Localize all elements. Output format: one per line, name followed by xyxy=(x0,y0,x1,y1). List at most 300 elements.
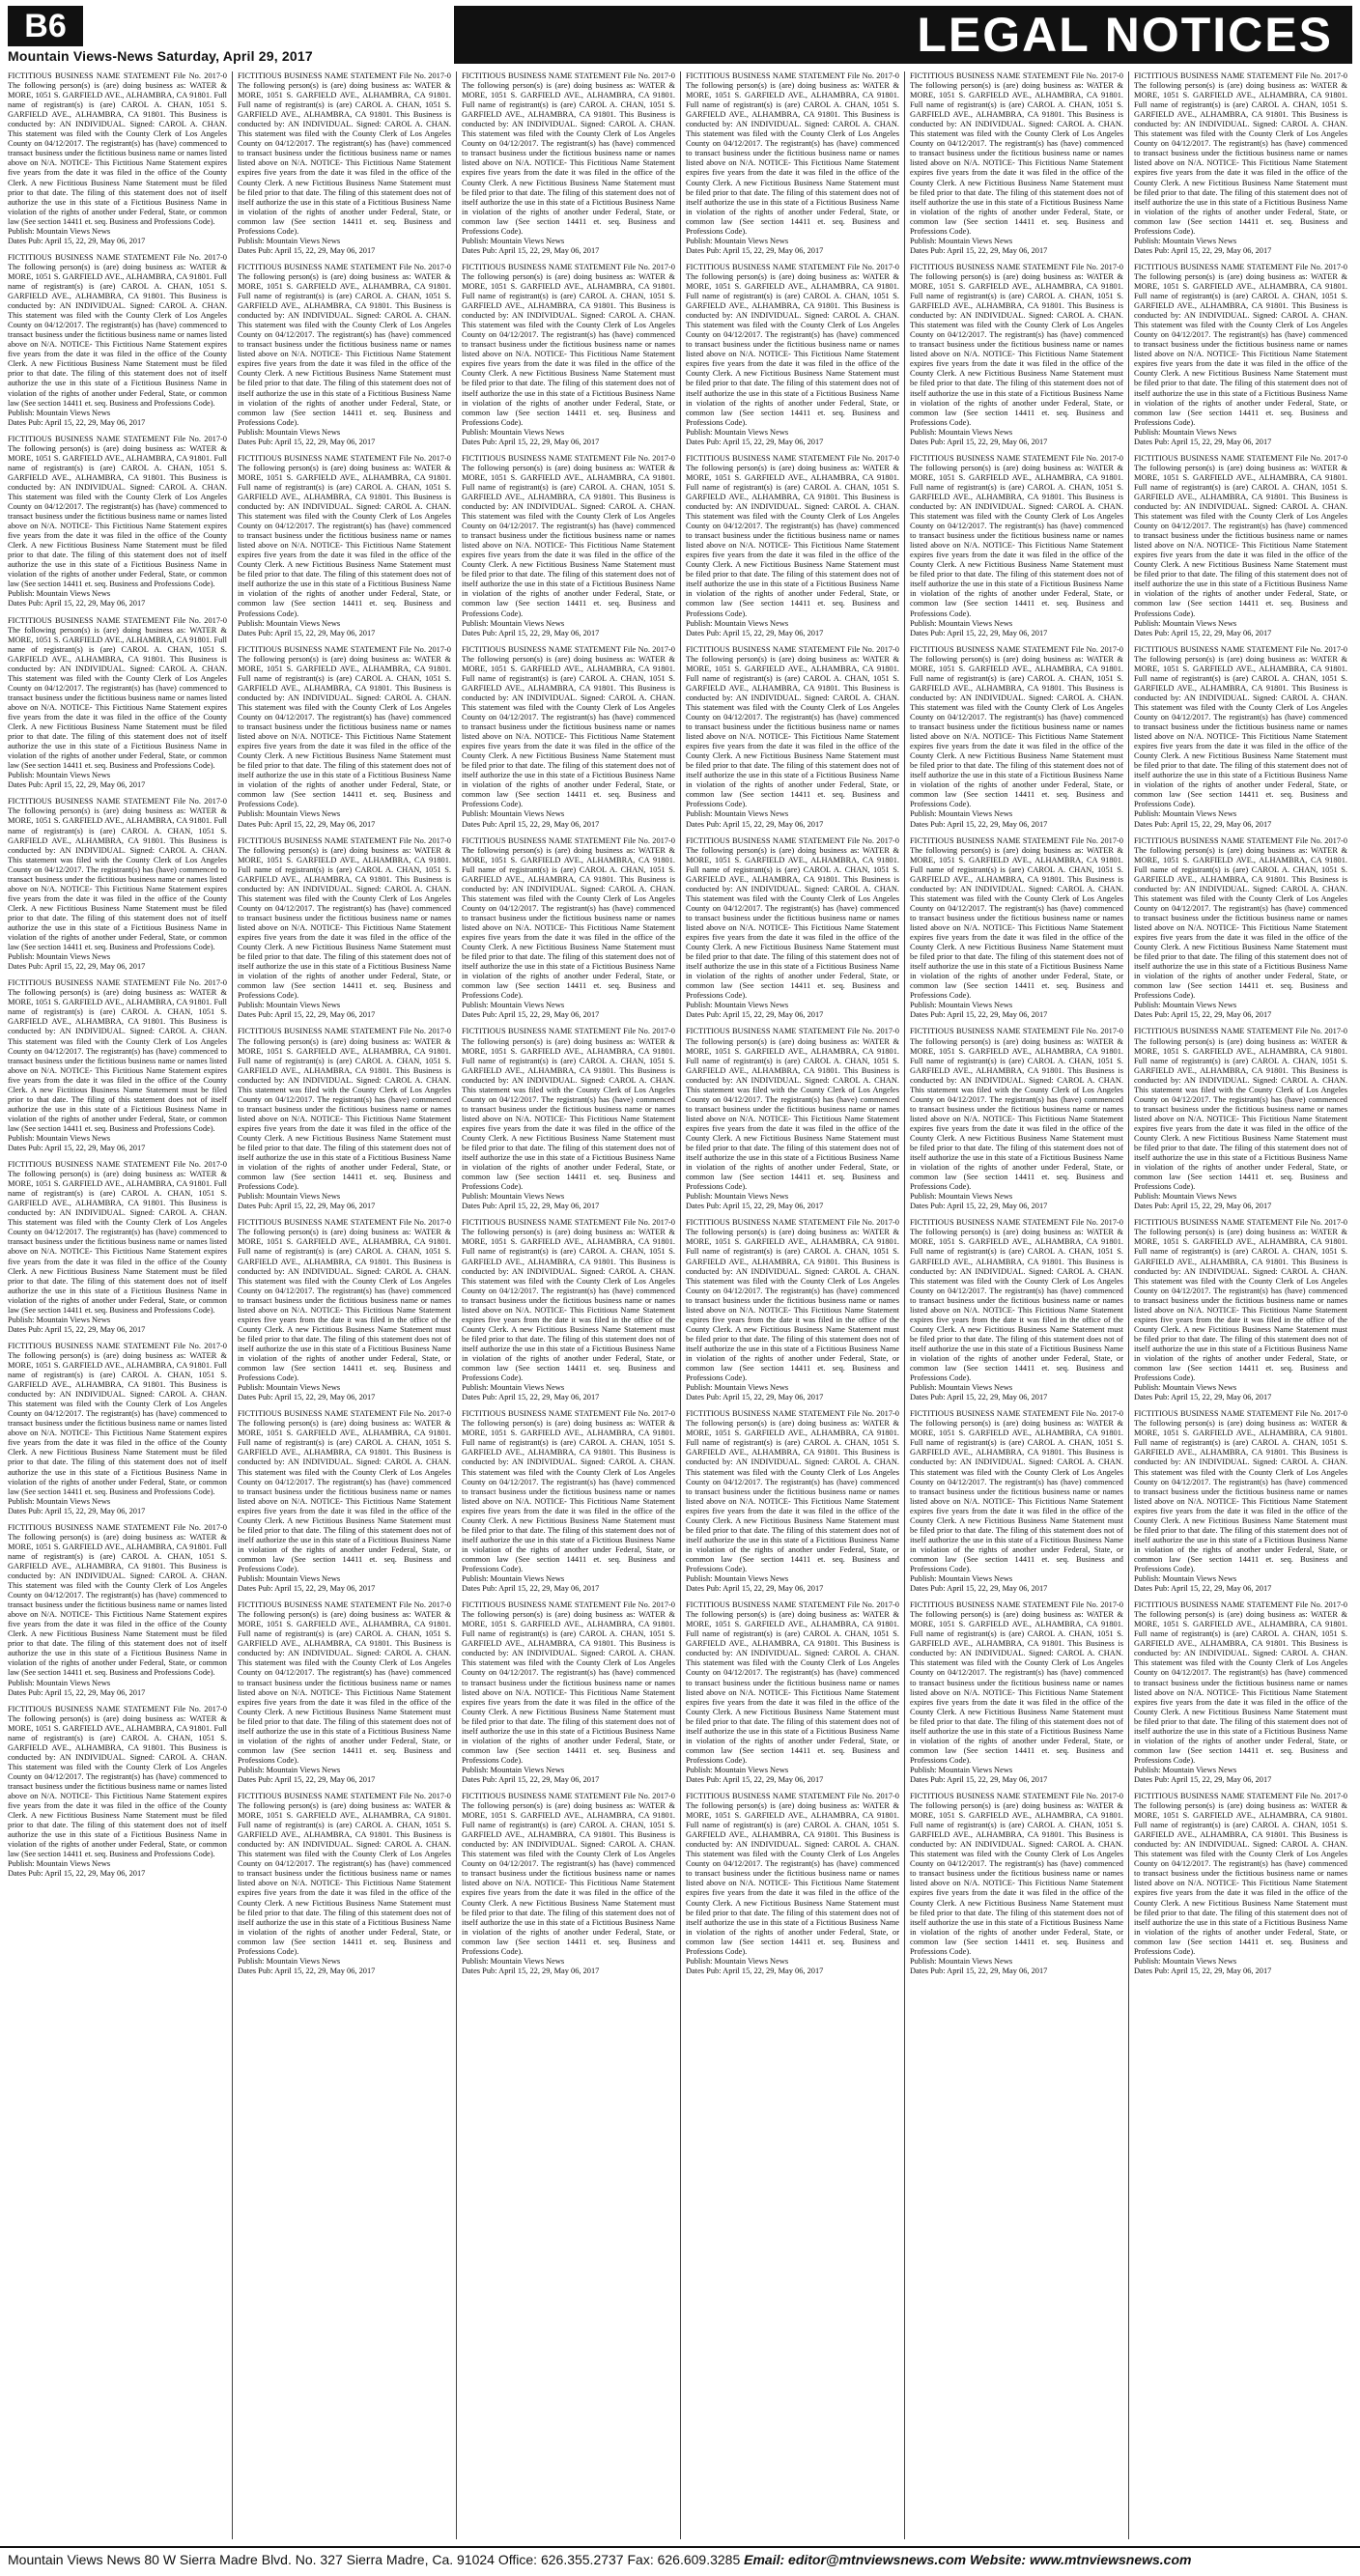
notice-dates: Dates Pub: April 15, 22, 29, May 06, 2017 xyxy=(238,245,376,255)
notice-publication: Publish: Mountain Views News xyxy=(686,427,789,437)
legal-notice xyxy=(462,1218,675,1402)
notice-publication: Publish: Mountain Views News xyxy=(686,1956,789,1966)
notice-dates: Dates Pub: April 15, 22, 29, May 06, 2017 xyxy=(1134,437,1272,446)
notice-heading: FICTITIOUS BUSINESS NAME STATEMENT File No. 2017-0 xyxy=(462,1218,675,1228)
notice-body: The following person(s) is (are) doing business as: WATER & MORE, 1051 S. GARFIELD AVE., ALHAMBRA, CA 91801. Full name of registrant(s) is (are) CAROL A. CHAN, 1051 S. GARFIELD AVE., ALHAMBRA, CA 91801. This Business is conducted by: AN INDIVIDUAL. Signed: CAROL A. CHAN. This statement was filed with the County Clerk of Los Angeles County on 04/12/2017. The registrant(s) has (have) commenced to transact business under the fictitious business name or names listed above on N/A. NOTICE- This Fictitious Name Statement expires five years from the date it was filed in the office of the County Clerk. A new Fictitious Business Name Statement must be filed prior to that date. The filing of this statement does not of itself authorize the use in this state of a Fictitious Business Name in violation of the rights of another under Federal, State, or common law (See section 14411 et. seq. Business and Professions Code). xyxy=(1134,845,1347,1001)
notice-body: The following person(s) is (are) doing business as: WATER & MORE, 1051 S. GARFIELD AVE., ALHAMBRA, CA 91801. Full name of registrant(s) is (are) CAROL A. CHAN, 1051 S. GARFIELD AVE., ALHAMBRA, CA 91801. This Business is conducted by: AN INDIVIDUAL. Signed: CAROL A. CHAN. This statement was filed with the County Clerk of Los Angeles County on 04/12/2017. The registrant(s) has (have) commenced to transact business under the fictitious business name or names listed above on N/A. NOTICE- This Fictitious Name Statement expires five years from the date it was filed in the office of the County Clerk. A new Fictitious Business Name Statement must be filed prior to that date. The filing of this statement does not of itself authorize the use in this state of a Fictitious Business Name in violation of the rights of another under Federal, State, or common law (See section 14411 et. seq. Business and Professions Code). xyxy=(462,1228,675,1383)
notice-heading: FICTITIOUS BUSINESS NAME STATEMENT File No. 2017-0 xyxy=(462,71,675,80)
notice-publication: Publish: Mountain Views News xyxy=(910,809,1013,819)
legal-notice xyxy=(910,645,1123,830)
notice-publication: Publish: Mountain Views News xyxy=(462,1574,565,1584)
notice-heading: FICTITIOUS BUSINESS NAME STATEMENT File No. 2017-0 xyxy=(462,453,675,463)
notice-publication: Publish: Mountain Views News xyxy=(238,427,341,437)
notice-heading: FICTITIOUS BUSINESS NAME STATEMENT File No. 2017-0 xyxy=(910,71,1123,80)
notice-body: The following person(s) is (are) doing business as: WATER & MORE, 1051 S. GARFIELD AVE., ALHAMBRA, CA 91801. Full name of registrant(s) is (are) CAROL A. CHAN, 1051 S. GARFIELD AVE., ALHAMBRA, CA 91801. This Business is conducted by: AN INDIVIDUAL. Signed: CAROL A. CHAN. This statement was filed with the County Clerk of Los Angeles County on 04/12/2017. The registrant(s) has (have) commenced to transact business under the fictitious business name or names listed above on N/A. NOTICE- This Fictitious Name Statement expires five years from the date it was filed in the office of the County Clerk. A new Fictitious Business Name Statement must be filed prior to that date. The filing of this statement does not of itself authorize the use in this state of a Fictitious Business Name in violation of the rights of another under Federal, State, or common law (See section 14411 et. seq. Business and Professions Code). xyxy=(8,1713,227,1859)
legal-notice xyxy=(238,1218,451,1402)
notice-heading: FICTITIOUS BUSINESS NAME STATEMENT File No. 2017-0 xyxy=(8,1341,227,1350)
notice-heading: FICTITIOUS BUSINESS NAME STATEMENT File No. 2017-0 xyxy=(238,1409,451,1419)
legal-notice xyxy=(238,836,451,1021)
notice-body: The following person(s) is (are) doing business as: WATER & MORE, 1051 S. GARFIELD AVE., ALHAMBRA, CA 91801. Full name of registrant(s) is (are) CAROL A. CHAN, 1051 S. GARFIELD AVE., ALHAMBRA, CA 91801. This Business is conducted by: AN INDIVIDUAL. Signed: CAROL A. CHAN. This statement was filed with the County Clerk of Los Angeles County on 04/12/2017. The registrant(s) has (have) commenced to transact business under the fictitious business name or names listed above on N/A. NOTICE- This Fictitious Name Statement expires five years from the date it was filed in the office of the County Clerk. A new Fictitious Business Name Statement must be filed prior to that date. The filing of this statement does not of itself authorize the use in this state of a Fictitious Business Name in violation of the rights of another under Federal, State, or common law (See section 14411 et. seq. Business and Professions Code). xyxy=(8,807,227,952)
notice-body: The following person(s) is (are) doing business as: WATER & MORE, 1051 S. GARFIELD AVE., ALHAMBRA, CA 91801. Full name of registrant(s) is (are) CAROL A. CHAN, 1051 S. GARFIELD AVE., ALHAMBRA, CA 91801. This Business is conducted by: AN INDIVIDUAL. Signed: CAROL A. CHAN. This statement was filed with the County Clerk of Los Angeles County on 04/12/2017. The registrant(s) has (have) commenced to transact business under the fictitious business name or names listed above on N/A. NOTICE- This Fictitious Name Statement expires five years from the date it was filed in the office of the County Clerk. A new Fictitious Business Name Statement must be filed prior to that date. The filing of this statement does not of itself authorize the use in this state of a Fictitious Business Name in violation of the rights of another under Federal, State, or common law (See section 14411 et. seq. Business and Professions Code). xyxy=(1134,1610,1347,1765)
notice-heading: FICTITIOUS BUSINESS NAME STATEMENT File No. 2017-0 xyxy=(238,1218,451,1228)
notice-dates: Dates Pub: April 15, 22, 29, May 06, 2017 xyxy=(238,1202,376,1211)
notice-heading: FICTITIOUS BUSINESS NAME STATEMENT File No. 2017-0 xyxy=(910,1218,1123,1228)
notice-dates: Dates Pub: April 15, 22, 29, May 06, 2017 xyxy=(8,962,146,972)
notice-heading: FICTITIOUS BUSINESS NAME STATEMENT File No. 2017-0 xyxy=(910,262,1123,271)
notice-publication: Publish: Mountain Views News xyxy=(8,1859,111,1869)
legal-notice xyxy=(238,645,451,830)
notice-body: The following person(s) is (are) doing business as: WATER & MORE, 1051 S. GARFIELD AVE., ALHAMBRA, CA 91801. Full name of registrant(s) is (are) CAROL A. CHAN, 1051 S. GARFIELD AVE., ALHAMBRA, CA 91801. This Business is conducted by: AN INDIVIDUAL. Signed: CAROL A. CHAN. This statement was filed with the County Clerk of Los Angeles County on 04/12/2017. The registrant(s) has (have) commenced to transact business under the fictitious business name or names listed above on N/A. NOTICE- This Fictitious Name Statement expires five years from the date it was filed in the office of the County Clerk. A new Fictitious Business Name Statement must be filed prior to that date. The filing of this statement does not of itself authorize the use in this state of a Fictitious Business Name in violation of the rights of another under Federal, State, or common law (See section 14411 et. seq. Business and Professions Code). xyxy=(910,1610,1123,1765)
notice-body: The following person(s) is (are) doing business as: WATER & MORE, 1051 S. GARFIELD AVE., ALHAMBRA, CA 91801. Full name of registrant(s) is (are) CAROL A. CHAN, 1051 S. GARFIELD AVE., ALHAMBRA, CA 91801. This Business is conducted by: AN INDIVIDUAL. Signed: CAROL A. CHAN. This statement was filed with the County Clerk of Los Angeles County on 04/12/2017. The registrant(s) has (have) commenced to transact business under the fictitious business name or names listed above on N/A. NOTICE- This Fictitious Name Statement expires five years from the date it was filed in the office of the County Clerk. A new Fictitious Business Name Statement must be filed prior to that date. The filing of this statement does not of itself authorize the use in this state of a Fictitious Business Name in violation of the rights of another under Federal, State, or common law (See section 14411 et. seq. Business and Professions Code). xyxy=(1134,654,1347,809)
notice-dates: Dates Pub: April 15, 22, 29, May 06, 2017 xyxy=(462,819,600,829)
notice-heading: FICTITIOUS BUSINESS NAME STATEMENT File No. 2017-0 xyxy=(910,1027,1123,1036)
notice-heading: FICTITIOUS BUSINESS NAME STATEMENT File No. 2017-0 xyxy=(1134,1218,1347,1228)
notice-heading: FICTITIOUS BUSINESS NAME STATEMENT File No. 2017-0 xyxy=(238,644,451,654)
notice-publication: Publish: Mountain Views News xyxy=(686,1383,789,1393)
notice-body: The following person(s) is (are) doing business as: WATER & MORE, 1051 S. GARFIELD AVE., ALHAMBRA, CA 91801. Full name of registrant(s) is (are) CAROL A. CHAN, 1051 S. GARFIELD AVE., ALHAMBRA, CA 91801. This Business is conducted by: AN INDIVIDUAL. Signed: CAROL A. CHAN. This statement was filed with the County Clerk of Los Angeles County on 04/12/2017. The registrant(s) has (have) commenced to transact business under the fictitious business name or names listed above on N/A. NOTICE- This Fictitious Name Statement expires five years from the date it was filed in the office of the County Clerk. A new Fictitious Business Name Statement must be filed prior to that date. The filing of this statement does not of itself authorize the use in this state of a Fictitious Business Name in violation of the rights of another under Federal, State, or common law (See section 14411 et. seq. Business and Professions Code). xyxy=(238,845,451,1001)
notice-body: The following person(s) is (are) doing business as: WATER & MORE, 1051 S. GARFIELD AVE., ALHAMBRA, CA 91801. Full name of registrant(s) is (are) CAROL A. CHAN, 1051 S. GARFIELD AVE., ALHAMBRA, CA 91801. This Business is conducted by: AN INDIVIDUAL. Signed: CAROL A. CHAN. This statement was filed with the County Clerk of Los Angeles County on 04/12/2017. The registrant(s) has (have) commenced to transact business under the fictitious business name or names listed above on N/A. NOTICE- This Fictitious Name Statement expires five years from the date it was filed in the office of the County Clerk. A new Fictitious Business Name Statement must be filed prior to that date. The filing of this statement does not of itself authorize the use in this state of a Fictitious Business Name in violation of the rights of another under Federal, State, or common law (See section 14411 et. seq. Business and Professions Code). xyxy=(1134,1036,1347,1192)
notice-publication: Publish: Mountain Views News xyxy=(238,809,341,819)
notice-heading: FICTITIOUS BUSINESS NAME STATEMENT File No. 2017-0 xyxy=(238,1600,451,1610)
notice-dates: Dates Pub: April 15, 22, 29, May 06, 2017 xyxy=(910,1010,1048,1020)
notice-publication: Publish: Mountain Views News xyxy=(686,1001,789,1010)
notice-dates: Dates Pub: April 15, 22, 29, May 06, 2017 xyxy=(910,437,1048,446)
legal-notice xyxy=(462,645,675,830)
legal-notice xyxy=(1134,1600,1347,1785)
legal-notice xyxy=(238,454,451,638)
notice-body: The following person(s) is (are) doing business as: WATER & MORE, 1051 S. GARFIELD AVE., ALHAMBRA, CA 91801. Full name of registrant(s) is (are) CAROL A. CHAN, 1051 S. GARFIELD AVE., ALHAMBRA, CA 91801. This Business is conducted by: AN INDIVIDUAL. Signed: CAROL A. CHAN. This statement was filed with the County Clerk of Los Angeles County on 04/12/2017. The registrant(s) has (have) commenced to transact business under the fictitious business name or names listed above on N/A. NOTICE- This Fictitious Name Statement expires five years from the date it was filed in the office of the County Clerk. A new Fictitious Business Name Statement must be filed prior to that date. The filing of this statement does not of itself authorize the use in this state of a Fictitious Business Name in violation of the rights of another under Federal, State, or common law (See section 14411 et. seq. Business and Professions Code). xyxy=(462,81,675,236)
notice-dates: Dates Pub: April 15, 22, 29, May 06, 2017 xyxy=(686,1966,824,1975)
notice-publication: Publish: Mountain Views News xyxy=(462,1192,565,1202)
legal-notice xyxy=(910,1218,1123,1402)
legal-notice xyxy=(686,1792,899,1976)
notice-publication: Publish: Mountain Views News xyxy=(1134,809,1237,819)
notice-heading: FICTITIOUS BUSINESS NAME STATEMENT File No. 2017-0 xyxy=(686,1409,899,1419)
notice-publication: Publish: Mountain Views News xyxy=(8,226,111,236)
notice-publication: Publish: Mountain Views News xyxy=(462,809,565,819)
notice-heading: FICTITIOUS BUSINESS NAME STATEMENT File No. 2017-0 xyxy=(462,262,675,271)
notice-dates: Dates Pub: April 15, 22, 29, May 06, 2017 xyxy=(910,1584,1048,1594)
notice-body: The following person(s) is (are) doing business as: WATER & MORE, 1051 S. GARFIELD AVE., ALHAMBRA, CA 91801. Full name of registrant(s) is (are) CAROL A. CHAN, 1051 S. GARFIELD AVE., ALHAMBRA, CA 91801. This Business is conducted by: AN INDIVIDUAL. Signed: CAROL A. CHAN. This statement was filed with the County Clerk of Los Angeles County on 04/12/2017. The registrant(s) has (have) commenced to transact business under the fictitious business name or names listed above on N/A. NOTICE- This Fictitious Name Statement expires five years from the date it was filed in the office of the County Clerk. A new Fictitious Business Name Statement must be filed prior to that date. The filing of this statement does not of itself authorize the use in this state of a Fictitious Business Name in violation of the rights of another under Federal, State, or common law (See section 14411 et. seq. Business and Professions Code). xyxy=(686,845,899,1001)
column xyxy=(456,71,680,2539)
notice-dates: Dates Pub: April 15, 22, 29, May 06, 2017 xyxy=(8,1144,146,1153)
notice-body: The following person(s) is (are) doing business as: WATER & MORE, 1051 S. GARFIELD AVE., ALHAMBRA, CA 91801. Full name of registrant(s) is (are) CAROL A. CHAN, 1051 S. GARFIELD AVE., ALHAMBRA, CA 91801. This Business is conducted by: AN INDIVIDUAL. Signed: CAROL A. CHAN. This statement was filed with the County Clerk of Los Angeles County on 04/12/2017. The registrant(s) has (have) commenced to transact business under the fictitious business name or names listed above on N/A. NOTICE- This Fictitious Name Statement expires five years from the date it was filed in the office of the County Clerk. A new Fictitious Business Name Statement must be filed prior to that date. The filing of this statement does not of itself authorize the use in this state of a Fictitious Business Name in violation of the rights of another under Federal, State, or common law (See section 14411 et. seq. Business and Professions Code). xyxy=(910,654,1123,809)
legal-notice xyxy=(910,263,1123,447)
notice-publication: Publish: Mountain Views News xyxy=(462,236,565,245)
notice-dates: Dates Pub: April 15, 22, 29, May 06, 2017 xyxy=(910,819,1048,829)
legal-notice xyxy=(1134,645,1347,830)
notice-body: The following person(s) is (are) doing business as: WATER & MORE, 1051 S. GARFIELD AVE., ALHAMBRA, CA 91801. Full name of registrant(s) is (are) CAROL A. CHAN, 1051 S. GARFIELD AVE., ALHAMBRA, CA 91801. This Business is conducted by: AN INDIVIDUAL. Signed: CAROL A. CHAN. This statement was filed with the County Clerk of Los Angeles County on 04/12/2017. The registrant(s) has (have) commenced to transact business under the fictitious business name or names listed above on N/A. NOTICE- This Fictitious Name Statement expires five years from the date it was filed in the office of the County Clerk. A new Fictitious Business Name Statement must be filed prior to that date. The filing of this statement does not of itself authorize the use in this state of a Fictitious Business Name in violation of the rights of another under Federal, State, or common law (See section 14411 et. seq. Business and Professions Code). xyxy=(238,1801,451,1956)
legal-notice xyxy=(462,1600,675,1785)
notice-publication: Publish: Mountain Views News xyxy=(910,618,1013,628)
notice-publication: Publish: Mountain Views News xyxy=(462,1956,565,1966)
notice-heading: FICTITIOUS BUSINESS NAME STATEMENT File No. 2017-0 xyxy=(238,71,451,80)
notice-publication: Publish: Mountain Views News xyxy=(462,1765,565,1774)
notice-body: The following person(s) is (are) doing business as: WATER & MORE, 1051 S. GARFIELD AVE., ALHAMBRA, CA 91801. Full name of registrant(s) is (are) CAROL A. CHAN, 1051 S. GARFIELD AVE., ALHAMBRA, CA 91801. This Business is conducted by: AN INDIVIDUAL. Signed: CAROL A. CHAN. This statement was filed with the County Clerk of Los Angeles County on 04/12/2017. The registrant(s) has (have) commenced to transact business under the fictitious business name or names listed above on N/A. NOTICE- This Fictitious Name Statement expires five years from the date it was filed in the office of the County Clerk. A new Fictitious Business Name Statement must be filed prior to that date. The filing of this statement does not of itself authorize the use in this state of a Fictitious Business Name in violation of the rights of another under Federal, State, or common law (See section 14411 et. seq. Business and Professions Code). xyxy=(910,1419,1123,1573)
notice-dates: Dates Pub: April 15, 22, 29, May 06, 2017 xyxy=(462,1966,600,1975)
notice-publication: Publish: Mountain Views News xyxy=(8,1315,111,1324)
notice-publication: Publish: Mountain Views News xyxy=(910,1765,1013,1774)
legal-notice xyxy=(462,454,675,638)
notice-body: The following person(s) is (are) doing business as: WATER & MORE, 1051 S. GARFIELD AVE., ALHAMBRA, CA 91801. Full name of registrant(s) is (are) CAROL A. CHAN, 1051 S. GARFIELD AVE., ALHAMBRA, CA 91801. This Business is conducted by: AN INDIVIDUAL. Signed: CAROL A. CHAN. This statement was filed with the County Clerk of Los Angeles County on 04/12/2017. The registrant(s) has (have) commenced to transact business under the fictitious business name or names listed above on N/A. NOTICE- This Fictitious Name Statement expires five years from the date it was filed in the office of the County Clerk. A new Fictitious Business Name Statement must be filed prior to that date. The filing of this statement does not of itself authorize the use in this state of a Fictitious Business Name in violation of the rights of another under Federal, State, or common law (See section 14411 et. seq. Business and Professions Code). xyxy=(462,1419,675,1573)
notice-dates: Dates Pub: April 15, 22, 29, May 06, 2017 xyxy=(686,1393,824,1402)
legal-notice xyxy=(8,616,227,791)
notice-publication: Publish: Mountain Views News xyxy=(686,1192,789,1202)
notice-body: The following person(s) is (are) doing business as: WATER & MORE, 1051 S. GARFIELD AVE., ALHAMBRA, CA 91801. Full name of registrant(s) is (are) CAROL A. CHAN, 1051 S. GARFIELD AVE., ALHAMBRA, CA 91801. This Business is conducted by: AN INDIVIDUAL. Signed: CAROL A. CHAN. This statement was filed with the County Clerk of Los Angeles County on 04/12/2017. The registrant(s) has (have) commenced to transact business under the fictitious business name or names listed above on N/A. NOTICE- This Fictitious Name Statement expires five years from the date it was filed in the office of the County Clerk. A new Fictitious Business Name Statement must be filed prior to that date. The filing of this statement does not of itself authorize the use in this state of a Fictitious Business Name in violation of the rights of another under Federal, State, or common law (See section 14411 et. seq. Business and Professions Code). xyxy=(1134,1419,1347,1573)
notice-dates: Dates Pub: April 15, 22, 29, May 06, 2017 xyxy=(462,1774,600,1784)
legal-notice xyxy=(1134,1409,1347,1594)
footer-address: Mountain Views News 80 W Sierra Madre Blvd. No. 327 Sierra Madre, Ca. 91024 Office: 626.355.2737 Fax: 626.609.3285 xyxy=(8,2552,741,2567)
notice-publication: Publish: Mountain Views News xyxy=(1134,236,1237,245)
notice-dates: Dates Pub: April 15, 22, 29, May 06, 2017 xyxy=(910,245,1048,255)
notice-dates: Dates Pub: April 15, 22, 29, May 06, 2017 xyxy=(1134,1774,1272,1784)
notice-dates: Dates Pub: April 15, 22, 29, May 06, 2017 xyxy=(238,819,376,829)
notice-dates: Dates Pub: April 15, 22, 29, May 06, 2017 xyxy=(1134,819,1272,829)
notice-body: The following person(s) is (are) doing business as: WATER & MORE, 1051 S. GARFIELD AVE., ALHAMBRA, CA 91801. Full name of registrant(s) is (are) CAROL A. CHAN, 1051 S. GARFIELD AVE., ALHAMBRA, CA 91801. This Business is conducted by: AN INDIVIDUAL. Signed: CAROL A. CHAN. This statement was filed with the County Clerk of Los Angeles County on 04/12/2017. The registrant(s) has (have) commenced to transact business under the fictitious business name or names listed above on N/A. NOTICE- This Fictitious Name Statement expires five years from the date it was filed in the office of the County Clerk. A new Fictitious Business Name Statement must be filed prior to that date. The filing of this statement does not of itself authorize the use in this state of a Fictitious Business Name in violation of the rights of another under Federal, State, or common law (See section 14411 et. seq. Business and Professions Code). xyxy=(238,1036,451,1192)
notice-body: The following person(s) is (are) doing business as: WATER & MORE, 1051 S. GARFIELD AVE., ALHAMBRA, CA 91801. Full name of registrant(s) is (are) CAROL A. CHAN, 1051 S. GARFIELD AVE., ALHAMBRA, CA 91801. This Business is conducted by: AN INDIVIDUAL. Signed: CAROL A. CHAN. This statement was filed with the County Clerk of Los Angeles County on 04/12/2017. The registrant(s) has (have) commenced to transact business under the fictitious business name or names listed above on N/A. NOTICE- This Fictitious Name Statement expires five years from the date it was filed in the office of the County Clerk. A new Fictitious Business Name Statement must be filed prior to that date. The filing of this statement does not of itself authorize the use in this state of a Fictitious Business Name in violation of the rights of another under Federal, State, or common law (See section 14411 et. seq. Business and Professions Code). xyxy=(462,463,675,618)
notice-heading: FICTITIOUS BUSINESS NAME STATEMENT File No. 2017-0 xyxy=(686,71,899,80)
notice-publication: Publish: Mountain Views News xyxy=(910,427,1013,437)
notice-heading: FICTITIOUS BUSINESS NAME STATEMENT File No. 2017-0 xyxy=(910,644,1123,654)
legal-notice xyxy=(8,797,227,972)
notice-heading: FICTITIOUS BUSINESS NAME STATEMENT File No. 2017-0 xyxy=(238,1792,451,1801)
notice-dates: Dates Pub: April 15, 22, 29, May 06, 2017 xyxy=(686,1584,824,1594)
page-number: B6 xyxy=(8,6,83,46)
notice-dates: Dates Pub: April 15, 22, 29, May 06, 2017 xyxy=(462,437,600,446)
notice-body: The following person(s) is (are) doing business as: WATER & MORE, 1051 S. GARFIELD AVE., ALHAMBRA, CA 91801. Full name of registrant(s) is (are) CAROL A. CHAN, 1051 S. GARFIELD AVE., ALHAMBRA, CA 91801. This Business is conducted by: AN INDIVIDUAL. Signed: CAROL A. CHAN. This statement was filed with the County Clerk of Los Angeles County on 04/12/2017. The registrant(s) has (have) commenced to transact business under the fictitious business name or names listed above on N/A. NOTICE- This Fictitious Name Statement expires five years from the date it was filed in the office of the County Clerk. A new Fictitious Business Name Statement must be filed prior to that date. The filing of this statement does not of itself authorize the use in this state of a Fictitious Business Name in violation of the rights of another under Federal, State, or common law (See section 14411 et. seq. Business and Professions Code). xyxy=(686,81,899,236)
legal-notice xyxy=(686,1218,899,1402)
notice-dates: Dates Pub: April 15, 22, 29, May 06, 2017 xyxy=(910,628,1048,637)
notice-publication: Publish: Mountain Views News xyxy=(686,618,789,628)
notice-publication: Publish: Mountain Views News xyxy=(1134,1192,1237,1202)
notice-body: The following person(s) is (are) doing business as: WATER & MORE, 1051 S. GARFIELD AVE., ALHAMBRA, CA 91801. Full name of registrant(s) is (are) CAROL A. CHAN, 1051 S. GARFIELD AVE., ALHAMBRA, CA 91801. This Business is conducted by: AN INDIVIDUAL. Signed: CAROL A. CHAN. This statement was filed with the County Clerk of Los Angeles County on 04/12/2017. The registrant(s) has (have) commenced to transact business under the fictitious business name or names listed above on N/A. NOTICE- This Fictitious Name Statement expires five years from the date it was filed in the office of the County Clerk. A new Fictitious Business Name Statement must be filed prior to that date. The filing of this statement does not of itself authorize the use in this state of a Fictitious Business Name in violation of the rights of another under Federal, State, or common law (See section 14411 et. seq. Business and Professions Code). xyxy=(910,1036,1123,1192)
notice-dates: Dates Pub: April 15, 22, 29, May 06, 2017 xyxy=(8,599,146,609)
legal-notice xyxy=(686,645,899,830)
notice-publication: Publish: Mountain Views News xyxy=(686,809,789,819)
notice-dates: Dates Pub: April 15, 22, 29, May 06, 2017 xyxy=(1134,1393,1272,1402)
legal-notice xyxy=(910,71,1123,256)
notice-dates: Dates Pub: April 15, 22, 29, May 06, 2017 xyxy=(686,437,824,446)
column xyxy=(232,71,456,2539)
legal-notice xyxy=(238,1792,451,1976)
legal-notice xyxy=(686,263,899,447)
notice-dates: Dates Pub: April 15, 22, 29, May 06, 2017 xyxy=(462,1202,600,1211)
notice-heading: FICTITIOUS BUSINESS NAME STATEMENT File No. 2017-0 xyxy=(8,71,227,80)
legal-notice xyxy=(910,1027,1123,1211)
notice-body: The following person(s) is (are) doing business as: WATER & MORE, 1051 S. GARFIELD AVE., ALHAMBRA, CA 91801. Full name of registrant(s) is (are) CAROL A. CHAN, 1051 S. GARFIELD AVE., ALHAMBRA, CA 91801. This Business is conducted by: AN INDIVIDUAL. Signed: CAROL A. CHAN. This statement was filed with the County Clerk of Los Angeles County on 04/12/2017. The registrant(s) has (have) commenced to transact business under the fictitious business name or names listed above on N/A. NOTICE- This Fictitious Name Statement expires five years from the date it was filed in the office of the County Clerk. A new Fictitious Business Name Statement must be filed prior to that date. The filing of this statement does not of itself authorize the use in this state of a Fictitious Business Name in violation of the rights of another under Federal, State, or common law (See section 14411 et. seq. Business and Professions Code). xyxy=(8,988,227,1133)
notice-dates: Dates Pub: April 15, 22, 29, May 06, 2017 xyxy=(686,628,824,637)
legal-notice xyxy=(1134,1792,1347,1976)
notice-body: The following person(s) is (are) doing business as: WATER & MORE, 1051 S. GARFIELD AVE., ALHAMBRA, CA 91801. Full name of registrant(s) is (are) CAROL A. CHAN, 1051 S. GARFIELD AVE., ALHAMBRA, CA 91801. This Business is conducted by: AN INDIVIDUAL. Signed: CAROL A. CHAN. This statement was filed with the County Clerk of Los Angeles County on 04/12/2017. The registrant(s) has (have) commenced to transact business under the fictitious business name or names listed above on N/A. NOTICE- This Fictitious Name Statement expires five years from the date it was filed in the office of the County Clerk. A new Fictitious Business Name Statement must be filed prior to that date. The filing of this statement does not of itself authorize the use in this state of a Fictitious Business Name in violation of the rights of another under Federal, State, or common law (See section 14411 et. seq. Business and Professions Code). xyxy=(1134,463,1347,618)
legal-notice xyxy=(8,1160,227,1335)
notice-publication: Publish: Mountain Views News xyxy=(8,771,111,780)
notice-publication: Publish: Mountain Views News xyxy=(910,1001,1013,1010)
notice-dates: Dates Pub: April 15, 22, 29, May 06, 2017 xyxy=(462,1584,600,1594)
legal-notice xyxy=(8,1342,227,1516)
notice-body: The following person(s) is (are) doing business as: WATER & MORE, 1051 S. GARFIELD AVE., ALHAMBRA, CA 91801. Full name of registrant(s) is (are) CAROL A. CHAN, 1051 S. GARFIELD AVE., ALHAMBRA, CA 91801. This Business is conducted by: AN INDIVIDUAL. Signed: CAROL A. CHAN. This statement was filed with the County Clerk of Los Angeles County on 04/12/2017. The registrant(s) has (have) commenced to transact business under the fictitious business name or names listed above on N/A. NOTICE- This Fictitious Name Statement expires five years from the date it was filed in the office of the County Clerk. A new Fictitious Business Name Statement must be filed prior to that date. The filing of this statement does not of itself authorize the use in this state of a Fictitious Business Name in violation of the rights of another under Federal, State, or common law (See section 14411 et. seq. Business and Professions Code). xyxy=(686,1228,899,1383)
notice-body: The following person(s) is (are) doing business as: WATER & MORE, 1051 S. GARFIELD AVE., ALHAMBRA, CA 91801. Full name of registrant(s) is (are) CAROL A. CHAN, 1051 S. GARFIELD AVE., ALHAMBRA, CA 91801. This Business is conducted by: AN INDIVIDUAL. Signed: CAROL A. CHAN. This statement was filed with the County Clerk of Los Angeles County on 04/12/2017. The registrant(s) has (have) commenced to transact business under the fictitious business name or names listed above on N/A. NOTICE- This Fictitious Name Statement expires five years from the date it was filed in the office of the County Clerk. A new Fictitious Business Name Statement must be filed prior to that date. The filing of this statement does not of itself authorize the use in this state of a Fictitious Business Name in violation of the rights of another under Federal, State, or common law (See section 14411 et. seq. Business and Professions Code). xyxy=(686,1801,899,1956)
column xyxy=(1128,71,1352,2539)
notice-dates: Dates Pub: April 15, 22, 29, May 06, 2017 xyxy=(1134,1966,1272,1975)
notice-body: The following person(s) is (are) doing business as: WATER & MORE, 1051 S. GARFIELD AVE., ALHAMBRA, CA 91801. Full name of registrant(s) is (are) CAROL A. CHAN, 1051 S. GARFIELD AVE., ALHAMBRA, CA 91801. This Business is conducted by: AN INDIVIDUAL. Signed: CAROL A. CHAN. This statement was filed with the County Clerk of Los Angeles County on 04/12/2017. The registrant(s) has (have) commenced to transact business under the fictitious business name or names listed above on N/A. NOTICE- This Fictitious Name Statement expires five years from the date it was filed in the office of the County Clerk. A new Fictitious Business Name Statement must be filed prior to that date. The filing of this statement does not of itself authorize the use in this state of a Fictitious Business Name in violation of the rights of another under Federal, State, or common law (See section 14411 et. seq. Business and Professions Code). xyxy=(910,1801,1123,1956)
notice-heading: FICTITIOUS BUSINESS NAME STATEMENT File No. 2017-0 xyxy=(238,1027,451,1036)
notice-body: The following person(s) is (are) doing business as: WATER & MORE, 1051 S. GARFIELD AVE., ALHAMBRA, CA 91801. Full name of registrant(s) is (are) CAROL A. CHAN, 1051 S. GARFIELD AVE., ALHAMBRA, CA 91801. This Business is conducted by: AN INDIVIDUAL. Signed: CAROL A. CHAN. This statement was filed with the County Clerk of Los Angeles County on 04/12/2017. The registrant(s) has (have) commenced to transact business under the fictitious business name or names listed above on N/A. NOTICE- This Fictitious Name Statement expires five years from the date it was filed in the office of the County Clerk. A new Fictitious Business Name Statement must be filed prior to that date. The filing of this statement does not of itself authorize the use in this state of a Fictitious Business Name in violation of the rights of another under Federal, State, or common law (See section 14411 et. seq. Business and Professions Code). xyxy=(238,81,451,236)
legal-notice xyxy=(686,1027,899,1211)
notice-publication: Publish: Mountain Views News xyxy=(686,236,789,245)
notice-dates: Dates Pub: April 15, 22, 29, May 06, 2017 xyxy=(462,628,600,637)
notice-publication: Publish: Mountain Views News xyxy=(8,589,111,599)
notice-body: The following person(s) is (are) doing business as: WATER & MORE, 1051 S. GARFIELD AVE., ALHAMBRA, CA 91801. Full name of registrant(s) is (are) CAROL A. CHAN, 1051 S. GARFIELD AVE., ALHAMBRA, CA 91801. This Business is conducted by: AN INDIVIDUAL. Signed: CAROL A. CHAN. This statement was filed with the County Clerk of Los Angeles County on 04/12/2017. The registrant(s) has (have) commenced to transact business under the fictitious business name or names listed above on N/A. NOTICE- This Fictitious Name Statement expires five years from the date it was filed in the office of the County Clerk. A new Fictitious Business Name Statement must be filed prior to that date. The filing of this statement does not of itself authorize the use in this state of a Fictitious Business Name in violation of the rights of another under Federal, State, or common law (See section 14411 et. seq. Business and Professions Code). xyxy=(238,654,451,809)
notice-body: The following person(s) is (are) doing business as: WATER & MORE, 1051 S. GARFIELD AVE., ALHAMBRA, CA 91801. Full name of registrant(s) is (are) CAROL A. CHAN, 1051 S. GARFIELD AVE., ALHAMBRA, CA 91801. This Business is conducted by: AN INDIVIDUAL. Signed: CAROL A. CHAN. This statement was filed with the County Clerk of Los Angeles County on 04/12/2017. The registrant(s) has (have) commenced to transact business under the fictitious business name or names listed above on N/A. NOTICE- This Fictitious Name Statement expires five years from the date it was filed in the office of the County Clerk. A new Fictitious Business Name Statement must be filed prior to that date. The filing of this statement does not of itself authorize the use in this state of a Fictitious Business Name in violation of the rights of another under Federal, State, or common law (See section 14411 et. seq. Business and Professions Code). xyxy=(910,81,1123,236)
notice-heading: FICTITIOUS BUSINESS NAME STATEMENT File No. 2017-0 xyxy=(462,835,675,845)
notice-publication: Publish: Mountain Views News xyxy=(238,1001,341,1010)
notice-publication: Publish: Mountain Views News xyxy=(238,236,341,245)
legal-notice xyxy=(686,71,899,256)
legal-notice xyxy=(8,71,227,246)
legal-notice xyxy=(686,836,899,1021)
notice-body: The following person(s) is (are) doing business as: WATER & MORE, 1051 S. GARFIELD AVE., ALHAMBRA, CA 91801. Full name of registrant(s) is (are) CAROL A. CHAN, 1051 S. GARFIELD AVE., ALHAMBRA, CA 91801. This Business is conducted by: AN INDIVIDUAL. Signed: CAROL A. CHAN. This statement was filed with the County Clerk of Los Angeles County on 04/12/2017. The registrant(s) has (have) commenced to transact business under the fictitious business name or names listed above on N/A. NOTICE- This Fictitious Name Statement expires five years from the date it was filed in the office of the County Clerk. A new Fictitious Business Name Statement must be filed prior to that date. The filing of this statement does not of itself authorize the use in this state of a Fictitious Business Name in violation of the rights of another under Federal, State, or common law (See section 14411 et. seq. Business and Professions Code). xyxy=(910,271,1123,427)
notice-body: The following person(s) is (are) doing business as: WATER & MORE, 1051 S. GARFIELD AVE., ALHAMBRA, CA 91801. Full name of registrant(s) is (are) CAROL A. CHAN, 1051 S. GARFIELD AVE., ALHAMBRA, CA 91801. This Business is conducted by: AN INDIVIDUAL. Signed: CAROL A. CHAN. This statement was filed with the County Clerk of Los Angeles County on 04/12/2017. The registrant(s) has (have) commenced to transact business under the fictitious business name or names listed above on N/A. NOTICE- This Fictitious Name Statement expires five years from the date it was filed in the office of the County Clerk. A new Fictitious Business Name Statement must be filed prior to that date. The filing of this statement does not of itself authorize the use in this state of a Fictitious Business Name in violation of the rights of another under Federal, State, or common law (See section 14411 et. seq. Business and Professions Code). xyxy=(8,443,227,589)
legal-notice xyxy=(8,978,227,1153)
notice-heading: FICTITIOUS BUSINESS NAME STATEMENT File No. 2017-0 xyxy=(1134,1792,1347,1801)
notice-body: The following person(s) is (are) doing business as: WATER & MORE, 1051 S. GARFIELD AVE., ALHAMBRA, CA 91801. Full name of registrant(s) is (are) CAROL A. CHAN, 1051 S. GARFIELD AVE., ALHAMBRA, CA 91801. This Business is conducted by: AN INDIVIDUAL. Signed: CAROL A. CHAN. This statement was filed with the County Clerk of Los Angeles County on 04/12/2017. The registrant(s) has (have) commenced to transact business under the fictitious business name or names listed above on N/A. NOTICE- This Fictitious Name Statement expires five years from the date it was filed in the office of the County Clerk. A new Fictitious Business Name Statement must be filed prior to that date. The filing of this statement does not of itself authorize the use in this state of a Fictitious Business Name in violation of the rights of another under Federal, State, or common law (See section 14411 et. seq. Business and Professions Code). xyxy=(8,1532,227,1678)
notice-body: The following person(s) is (are) doing business as: WATER & MORE, 1051 S. GARFIELD AVE., ALHAMBRA, CA 91801. Full name of registrant(s) is (are) CAROL A. CHAN, 1051 S. GARFIELD AVE., ALHAMBRA, CA 91801. This Business is conducted by: AN INDIVIDUAL. Signed: CAROL A. CHAN. This statement was filed with the County Clerk of Los Angeles County on 04/12/2017. The registrant(s) has (have) commenced to transact business under the fictitious business name or names listed above on N/A. NOTICE- This Fictitious Name Statement expires five years from the date it was filed in the office of the County Clerk. A new Fictitious Business Name Statement must be filed prior to that date. The filing of this statement does not of itself authorize the use in this state of a Fictitious Business Name in violation of the rights of another under Federal, State, or common law (See section 14411 et. seq. Business and Professions Code). xyxy=(462,1801,675,1956)
legal-notice xyxy=(1134,836,1347,1021)
notice-dates: Dates Pub: April 15, 22, 29, May 06, 2017 xyxy=(8,1687,146,1697)
notice-heading: FICTITIOUS BUSINESS NAME STATEMENT File No. 2017-0 xyxy=(1134,1027,1347,1036)
notice-body: The following person(s) is (are) doing business as: WATER & MORE, 1051 S. GARFIELD AVE., ALHAMBRA, CA 91801. Full name of registrant(s) is (are) CAROL A. CHAN, 1051 S. GARFIELD AVE., ALHAMBRA, CA 91801. This Business is conducted by: AN INDIVIDUAL. Signed: CAROL A. CHAN. This statement was filed with the County Clerk of Los Angeles County on 04/12/2017. The registrant(s) has (have) commenced to transact business under the fictitious business name or names listed above on N/A. NOTICE- This Fictitious Name Statement expires five years from the date it was filed in the office of the County Clerk. A new Fictitious Business Name Statement must be filed prior to that date. The filing of this statement does not of itself authorize the use in this state of a Fictitious Business Name in violation of the rights of another under Federal, State, or common law (See section 14411 et. seq. Business and Professions Code). xyxy=(238,1419,451,1573)
notice-heading: FICTITIOUS BUSINESS NAME STATEMENT File No. 2017-0 xyxy=(1134,71,1347,80)
notice-heading: FICTITIOUS BUSINESS NAME STATEMENT File No. 2017-0 xyxy=(1134,262,1347,271)
notice-heading: FICTITIOUS BUSINESS NAME STATEMENT File No. 2017-0 xyxy=(686,453,899,463)
notice-dates: Dates Pub: April 15, 22, 29, May 06, 2017 xyxy=(910,1774,1048,1784)
legal-notice xyxy=(462,71,675,256)
legal-notice xyxy=(910,1600,1123,1785)
notice-publication: Publish: Mountain Views News xyxy=(910,236,1013,245)
legal-notice xyxy=(686,1600,899,1785)
notice-body: The following person(s) is (are) doing business as: WATER & MORE, 1051 S. GARFIELD AVE., ALHAMBRA, CA 91801. Full name of registrant(s) is (are) CAROL A. CHAN, 1051 S. GARFIELD AVE., ALHAMBRA, CA 91801. This Business is conducted by: AN INDIVIDUAL. Signed: CAROL A. CHAN. This statement was filed with the County Clerk of Los Angeles County on 04/12/2017. The registrant(s) has (have) commenced to transact business under the fictitious business name or names listed above on N/A. NOTICE- This Fictitious Name Statement expires five years from the date it was filed in the office of the County Clerk. A new Fictitious Business Name Statement must be filed prior to that date. The filing of this statement does not of itself authorize the use in this state of a Fictitious Business Name in violation of the rights of another under Federal, State, or common law (See section 14411 et. seq. Business and Professions Code). xyxy=(238,1610,451,1765)
notice-heading: FICTITIOUS BUSINESS NAME STATEMENT File No. 2017-0 xyxy=(686,1600,899,1610)
notice-dates: Dates Pub: April 15, 22, 29, May 06, 2017 xyxy=(238,1774,376,1784)
notice-heading: FICTITIOUS BUSINESS NAME STATEMENT File No. 2017-0 xyxy=(8,252,227,262)
notice-heading: FICTITIOUS BUSINESS NAME STATEMENT File No. 2017-0 xyxy=(238,453,451,463)
legal-notice xyxy=(8,1705,227,1880)
notice-dates: Dates Pub: April 15, 22, 29, May 06, 2017 xyxy=(238,437,376,446)
notice-body: The following person(s) is (are) doing business as: WATER & MORE, 1051 S. GARFIELD AVE., ALHAMBRA, CA 91801. Full name of registrant(s) is (are) CAROL A. CHAN, 1051 S. GARFIELD AVE., ALHAMBRA, CA 91801. This Business is conducted by: AN INDIVIDUAL. Signed: CAROL A. CHAN. This statement was filed with the County Clerk of Los Angeles County on 04/12/2017. The registrant(s) has (have) commenced to transact business under the fictitious business name or names listed above on N/A. NOTICE- This Fictitious Name Statement expires five years from the date it was filed in the office of the County Clerk. A new Fictitious Business Name Statement must be filed prior to that date. The filing of this statement does not of itself authorize the use in this state of a Fictitious Business Name in violation of the rights of another under Federal, State, or common law (See section 14411 et. seq. Business and Professions Code). xyxy=(462,1036,675,1192)
notice-body: The following person(s) is (are) doing business as: WATER & MORE, 1051 S. GARFIELD AVE., ALHAMBRA, CA 91801. Full name of registrant(s) is (are) CAROL A. CHAN, 1051 S. GARFIELD AVE., ALHAMBRA, CA 91801. This Business is conducted by: AN INDIVIDUAL. Signed: CAROL A. CHAN. This statement was filed with the County Clerk of Los Angeles County on 04/12/2017. The registrant(s) has (have) commenced to transact business under the fictitious business name or names listed above on N/A. NOTICE- This Fictitious Name Statement expires five years from the date it was filed in the office of the County Clerk. A new Fictitious Business Name Statement must be filed prior to that date. The filing of this statement does not of itself authorize the use in this state of a Fictitious Business Name in violation of the rights of another under Federal, State, or common law (See section 14411 et. seq. Business and Professions Code). xyxy=(686,271,899,427)
notice-heading: FICTITIOUS BUSINESS NAME STATEMENT File No. 2017-0 xyxy=(686,1218,899,1228)
notice-dates: Dates Pub: April 15, 22, 29, May 06, 2017 xyxy=(686,819,824,829)
notice-dates: Dates Pub: April 15, 22, 29, May 06, 2017 xyxy=(238,1010,376,1020)
notice-body: The following person(s) is (are) doing business as: WATER & MORE, 1051 S. GARFIELD AVE., ALHAMBRA, CA 91801. Full name of registrant(s) is (are) CAROL A. CHAN, 1051 S. GARFIELD AVE., ALHAMBRA, CA 91801. This Business is conducted by: AN INDIVIDUAL. Signed: CAROL A. CHAN. This statement was filed with the County Clerk of Los Angeles County on 04/12/2017. The registrant(s) has (have) commenced to transact business under the fictitious business name or names listed above on N/A. NOTICE- This Fictitious Name Statement expires five years from the date it was filed in the office of the County Clerk. A new Fictitious Business Name Statement must be filed prior to that date. The filing of this statement does not of itself authorize the use in this state of a Fictitious Business Name in violation of the rights of another under Federal, State, or common law (See section 14411 et. seq. Business and Professions Code). xyxy=(238,463,451,618)
notice-body: The following person(s) is (are) doing business as: WATER & MORE, 1051 S. GARFIELD AVE., ALHAMBRA, CA 91801. Full name of registrant(s) is (are) CAROL A. CHAN, 1051 S. GARFIELD AVE., ALHAMBRA, CA 91801. This Business is conducted by: AN INDIVIDUAL. Signed: CAROL A. CHAN. This statement was filed with the County Clerk of Los Angeles County on 04/12/2017. The registrant(s) has (have) commenced to transact business under the fictitious business name or names listed above on N/A. NOTICE- This Fictitious Name Statement expires five years from the date it was filed in the office of the County Clerk. A new Fictitious Business Name Statement must be filed prior to that date. The filing of this statement does not of itself authorize the use in this state of a Fictitious Business Name in violation of the rights of another under Federal, State, or common law (See section 14411 et. seq. Business and Professions Code). xyxy=(686,1610,899,1765)
legal-notice xyxy=(910,836,1123,1021)
notice-dates: Dates Pub: April 15, 22, 29, May 06, 2017 xyxy=(686,1774,824,1784)
notice-body: The following person(s) is (are) doing business as: WATER & MORE, 1051 S. GARFIELD AVE., ALHAMBRA, CA 91801. Full name of registrant(s) is (are) CAROL A. CHAN, 1051 S. GARFIELD AVE., ALHAMBRA, CA 91801. This Business is conducted by: AN INDIVIDUAL. Signed: CAROL A. CHAN. This statement was filed with the County Clerk of Los Angeles County on 04/12/2017. The registrant(s) has (have) commenced to transact business under the fictitious business name or names listed above on N/A. NOTICE- This Fictitious Name Statement expires five years from the date it was filed in the office of the County Clerk. A new Fictitious Business Name Statement must be filed prior to that date. The filing of this statement does not of itself authorize the use in this state of a Fictitious Business Name in violation of the rights of another under Federal, State, or common law (See section 14411 et. seq. Business and Professions Code). xyxy=(686,1036,899,1192)
notice-body: The following person(s) is (are) doing business as: WATER & MORE, 1051 S. GARFIELD AVE., ALHAMBRA, CA 91801. Full name of registrant(s) is (are) CAROL A. CHAN, 1051 S. GARFIELD AVE., ALHAMBRA, CA 91801. This Business is conducted by: AN INDIVIDUAL. Signed: CAROL A. CHAN. This statement was filed with the County Clerk of Los Angeles County on 04/12/2017. The registrant(s) has (have) commenced to transact business under the fictitious business name or names listed above on N/A. NOTICE- This Fictitious Name Statement expires five years from the date it was filed in the office of the County Clerk. A new Fictitious Business Name Statement must be filed prior to that date. The filing of this statement does not of itself authorize the use in this state of a Fictitious Business Name in violation of the rights of another under Federal, State, or common law (See section 14411 et. seq. Business and Professions Code). xyxy=(910,1228,1123,1383)
legal-notice xyxy=(910,1409,1123,1594)
notice-publication: Publish: Mountain Views News xyxy=(8,1678,111,1687)
notice-body: The following person(s) is (are) doing business as: WATER & MORE, 1051 S. GARFIELD AVE., ALHAMBRA, CA 91801. Full name of registrant(s) is (are) CAROL A. CHAN, 1051 S. GARFIELD AVE., ALHAMBRA, CA 91801. This Business is conducted by: AN INDIVIDUAL. Signed: CAROL A. CHAN. This statement was filed with the County Clerk of Los Angeles County on 04/12/2017. The registrant(s) has (have) commenced to transact business under the fictitious business name or names listed above on N/A. NOTICE- This Fictitious Name Statement expires five years from the date it was filed in the office of the County Clerk. A new Fictitious Business Name Statement must be filed prior to that date. The filing of this statement does not of itself authorize the use in this state of a Fictitious Business Name in violation of the rights of another under Federal, State, or common law (See section 14411 et. seq. Business and Professions Code). xyxy=(1134,1801,1347,1956)
notice-heading: FICTITIOUS BUSINESS NAME STATEMENT File No. 2017-0 xyxy=(462,644,675,654)
column xyxy=(680,71,904,2539)
notice-dates: Dates Pub: April 15, 22, 29, May 06, 2017 xyxy=(686,1010,824,1020)
notice-publication: Publish: Mountain Views News xyxy=(1134,618,1237,628)
notice-heading: FICTITIOUS BUSINESS NAME STATEMENT File No. 2017-0 xyxy=(910,1409,1123,1419)
notice-heading: FICTITIOUS BUSINESS NAME STATEMENT File No. 2017-0 xyxy=(1134,835,1347,845)
legal-notice xyxy=(1134,1027,1347,1211)
notice-publication: Publish: Mountain Views News xyxy=(462,1383,565,1393)
notice-publication: Publish: Mountain Views News xyxy=(910,1956,1013,1966)
legal-notice xyxy=(686,454,899,638)
notice-heading: FICTITIOUS BUSINESS NAME STATEMENT File No. 2017-0 xyxy=(910,1600,1123,1610)
notice-heading: FICTITIOUS BUSINESS NAME STATEMENT File No. 2017-0 xyxy=(462,1409,675,1419)
notice-dates: Dates Pub: April 15, 22, 29, May 06, 2017 xyxy=(686,245,824,255)
notice-body: The following person(s) is (are) doing business as: WATER & MORE, 1051 S. GARFIELD AVE., ALHAMBRA, CA 91801. Full name of registrant(s) is (are) CAROL A. CHAN, 1051 S. GARFIELD AVE., ALHAMBRA, CA 91801. This Business is conducted by: AN INDIVIDUAL. Signed: CAROL A. CHAN. This statement was filed with the County Clerk of Los Angeles County on 04/12/2017. The registrant(s) has (have) commenced to transact business under the fictitious business name or names listed above on N/A. NOTICE- This Fictitious Name Statement expires five years from the date it was filed in the office of the County Clerk. A new Fictitious Business Name Statement must be filed prior to that date. The filing of this statement does not of itself authorize the use in this state of a Fictitious Business Name in violation of the rights of another under Federal, State, or common law (See section 14411 et. seq. Business and Professions Code). xyxy=(1134,1228,1347,1383)
notice-publication: Publish: Mountain Views News xyxy=(1134,1956,1237,1966)
notice-dates: Dates Pub: April 15, 22, 29, May 06, 2017 xyxy=(462,1393,600,1402)
legal-notice xyxy=(462,1792,675,1976)
notice-body: The following person(s) is (are) doing business as: WATER & MORE, 1051 S. GARFIELD AVE., ALHAMBRA, CA 91801. Full name of registrant(s) is (are) CAROL A. CHAN, 1051 S. GARFIELD AVE., ALHAMBRA, CA 91801. This Business is conducted by: AN INDIVIDUAL. Signed: CAROL A. CHAN. This statement was filed with the County Clerk of Los Angeles County on 04/12/2017. The registrant(s) has (have) commenced to transact business under the fictitious business name or names listed above on N/A. NOTICE- This Fictitious Name Statement expires five years from the date it was filed in the office of the County Clerk. A new Fictitious Business Name Statement must be filed prior to that date. The filing of this statement does not of itself authorize the use in this state of a Fictitious Business Name in violation of the rights of another under Federal, State, or common law (See section 14411 et. seq. Business and Professions Code). xyxy=(462,1610,675,1765)
notice-heading: FICTITIOUS BUSINESS NAME STATEMENT File No. 2017-0 xyxy=(910,1792,1123,1801)
notice-publication: Publish: Mountain Views News xyxy=(8,1133,111,1143)
notice-publication: Publish: Mountain Views News xyxy=(462,427,565,437)
notice-publication: Publish: Mountain Views News xyxy=(238,1956,341,1966)
notice-publication: Publish: Mountain Views News xyxy=(8,408,111,417)
notice-dates: Dates Pub: April 15, 22, 29, May 06, 2017 xyxy=(462,1010,600,1020)
legal-notice xyxy=(462,836,675,1021)
legal-notice xyxy=(1134,263,1347,447)
notice-heading: FICTITIOUS BUSINESS NAME STATEMENT File No. 2017-0 xyxy=(462,1027,675,1036)
notice-heading: FICTITIOUS BUSINESS NAME STATEMENT File No. 2017-0 xyxy=(1134,1600,1347,1610)
notice-publication: Publish: Mountain Views News xyxy=(910,1574,1013,1584)
notice-publication: Publish: Mountain Views News xyxy=(686,1765,789,1774)
legal-notice xyxy=(910,454,1123,638)
notice-body: The following person(s) is (are) doing business as: WATER & MORE, 1051 S. GARFIELD AVE., ALHAMBRA, CA 91801. Full name of registrant(s) is (are) CAROL A. CHAN, 1051 S. GARFIELD AVE., ALHAMBRA, CA 91801. This Business is conducted by: AN INDIVIDUAL. Signed: CAROL A. CHAN. This statement was filed with the County Clerk of Los Angeles County on 04/12/2017. The registrant(s) has (have) commenced to transact business under the fictitious business name or names listed above on N/A. NOTICE- This Fictitious Name Statement expires five years from the date it was filed in the office of the County Clerk. A new Fictitious Business Name Statement must be filed prior to that date. The filing of this statement does not of itself authorize the use in this state of a Fictitious Business Name in violation of the rights of another under Federal, State, or common law (See section 14411 et. seq. Business and Professions Code). xyxy=(686,463,899,618)
notice-body: The following person(s) is (are) doing business as: WATER & MORE, 1051 S. GARFIELD AVE., ALHAMBRA, CA 91801. Full name of registrant(s) is (are) CAROL A. CHAN, 1051 S. GARFIELD AVE., ALHAMBRA, CA 91801. This Business is conducted by: AN INDIVIDUAL. Signed: CAROL A. CHAN. This statement was filed with the County Clerk of Los Angeles County on 04/12/2017. The registrant(s) has (have) commenced to transact business under the fictitious business name or names listed above on N/A. NOTICE- This Fictitious Name Statement expires five years from the date it was filed in the office of the County Clerk. A new Fictitious Business Name Statement must be filed prior to that date. The filing of this statement does not of itself authorize the use in this state of a Fictitious Business Name in violation of the rights of another under Federal, State, or common law (See section 14411 et. seq. Business and Professions Code). xyxy=(8,81,227,226)
notice-body: The following person(s) is (are) doing business as: WATER & MORE, 1051 S. GARFIELD AVE., ALHAMBRA, CA 91801. Full name of registrant(s) is (are) CAROL A. CHAN, 1051 S. GARFIELD AVE., ALHAMBRA, CA 91801. This Business is conducted by: AN INDIVIDUAL. Signed: CAROL A. CHAN. This statement was filed with the County Clerk of Los Angeles County on 04/12/2017. The registrant(s) has (have) commenced to transact business under the fictitious business name or names listed above on N/A. NOTICE- This Fictitious Name Statement expires five years from the date it was filed in the office of the County Clerk. A new Fictitious Business Name Statement must be filed prior to that date. The filing of this statement does not of itself authorize the use in this state of a Fictitious Business Name in violation of the rights of another under Federal, State, or common law (See section 14411 et. seq. Business and Professions Code). xyxy=(8,262,227,408)
notice-dates: Dates Pub: April 15, 22, 29, May 06, 2017 xyxy=(1134,628,1272,637)
legal-notice xyxy=(238,1409,451,1594)
notice-heading: FICTITIOUS BUSINESS NAME STATEMENT File No. 2017-0 xyxy=(686,1792,899,1801)
notice-heading: FICTITIOUS BUSINESS NAME STATEMENT File No. 2017-0 xyxy=(8,978,227,988)
notice-publication: Publish: Mountain Views News xyxy=(1134,1383,1237,1393)
notice-dates: Dates Pub: April 15, 22, 29, May 06, 2017 xyxy=(1134,1202,1272,1211)
legal-notice xyxy=(8,1523,227,1698)
notice-dates: Dates Pub: April 15, 22, 29, May 06, 2017 xyxy=(238,628,376,637)
notice-publication: Publish: Mountain Views News xyxy=(910,1192,1013,1202)
notice-publication: Publish: Mountain Views News xyxy=(238,618,341,628)
notice-heading: FICTITIOUS BUSINESS NAME STATEMENT File No. 2017-0 xyxy=(8,1522,227,1532)
notice-dates: Dates Pub: April 15, 22, 29, May 06, 2017 xyxy=(1134,1584,1272,1594)
notice-body: The following person(s) is (are) doing business as: WATER & MORE, 1051 S. GARFIELD AVE., ALHAMBRA, CA 91801. Full name of registrant(s) is (are) CAROL A. CHAN, 1051 S. GARFIELD AVE., ALHAMBRA, CA 91801. This Business is conducted by: AN INDIVIDUAL. Signed: CAROL A. CHAN. This statement was filed with the County Clerk of Los Angeles County on 04/12/2017. The registrant(s) has (have) commenced to transact business under the fictitious business name or names listed above on N/A. NOTICE- This Fictitious Name Statement expires five years from the date it was filed in the office of the County Clerk. A new Fictitious Business Name Statement must be filed prior to that date. The filing of this statement does not of itself authorize the use in this state of a Fictitious Business Name in violation of the rights of another under Federal, State, or common law (See section 14411 et. seq. Business and Professions Code). xyxy=(8,625,227,771)
notice-dates: Dates Pub: April 15, 22, 29, May 06, 2017 xyxy=(910,1393,1048,1402)
notice-body: The following person(s) is (are) doing business as: WATER & MORE, 1051 S. GARFIELD AVE., ALHAMBRA, CA 91801. Full name of registrant(s) is (are) CAROL A. CHAN, 1051 S. GARFIELD AVE., ALHAMBRA, CA 91801. This Business is conducted by: AN INDIVIDUAL. Signed: CAROL A. CHAN. This statement was filed with the County Clerk of Los Angeles County on 04/12/2017. The registrant(s) has (have) commenced to transact business under the fictitious business name or names listed above on N/A. NOTICE- This Fictitious Name Statement expires five years from the date it was filed in the office of the County Clerk. A new Fictitious Business Name Statement must be filed prior to that date. The filing of this statement does not of itself authorize the use in this state of a Fictitious Business Name in violation of the rights of another under Federal, State, or common law (See section 14411 et. seq. Business and Professions Code). xyxy=(238,1228,451,1383)
notice-heading: FICTITIOUS BUSINESS NAME STATEMENT File No. 2017-0 xyxy=(238,262,451,271)
notice-dates: Dates Pub: April 15, 22, 29, May 06, 2017 xyxy=(238,1966,376,1975)
notice-heading: FICTITIOUS BUSINESS NAME STATEMENT File No. 2017-0 xyxy=(8,797,227,807)
notice-body: The following person(s) is (are) doing business as: WATER & MORE, 1051 S. GARFIELD AVE., ALHAMBRA, CA 91801. Full name of registrant(s) is (are) CAROL A. CHAN, 1051 S. GARFIELD AVE., ALHAMBRA, CA 91801. This Business is conducted by: AN INDIVIDUAL. Signed: CAROL A. CHAN. This statement was filed with the County Clerk of Los Angeles County on 04/12/2017. The registrant(s) has (have) commenced to transact business under the fictitious business name or names listed above on N/A. NOTICE- This Fictitious Name Statement expires five years from the date it was filed in the office of the County Clerk. A new Fictitious Business Name Statement must be filed prior to that date. The filing of this statement does not of itself authorize the use in this state of a Fictitious Business Name in violation of the rights of another under Federal, State, or common law (See section 14411 et. seq. Business and Professions Code). xyxy=(8,1170,227,1315)
legal-notice xyxy=(238,1600,451,1785)
notice-body: The following person(s) is (are) doing business as: WATER & MORE, 1051 S. GARFIELD AVE., ALHAMBRA, CA 91801. Full name of registrant(s) is (are) CAROL A. CHAN, 1051 S. GARFIELD AVE., ALHAMBRA, CA 91801. This Business is conducted by: AN INDIVIDUAL. Signed: CAROL A. CHAN. This statement was filed with the County Clerk of Los Angeles County on 04/12/2017. The registrant(s) has (have) commenced to transact business under the fictitious business name or names listed above on N/A. NOTICE- This Fictitious Name Statement expires five years from the date it was filed in the office of the County Clerk. A new Fictitious Business Name Statement must be filed prior to that date. The filing of this statement does not of itself authorize the use in this state of a Fictitious Business Name in violation of the rights of another under Federal, State, or common law (See section 14411 et. seq. Business and Professions Code). xyxy=(1134,271,1347,427)
notice-dates: Dates Pub: April 15, 22, 29, May 06, 2017 xyxy=(8,1324,146,1334)
notice-publication: Publish: Mountain Views News xyxy=(910,1383,1013,1393)
notice-dates: Dates Pub: April 15, 22, 29, May 06, 2017 xyxy=(238,1584,376,1594)
notice-publication: Publish: Mountain Views News xyxy=(462,1001,565,1010)
notice-body: The following person(s) is (are) doing business as: WATER & MORE, 1051 S. GARFIELD AVE., ALHAMBRA, CA 91801. Full name of registrant(s) is (are) CAROL A. CHAN, 1051 S. GARFIELD AVE., ALHAMBRA, CA 91801. This Business is conducted by: AN INDIVIDUAL. Signed: CAROL A. CHAN. This statement was filed with the County Clerk of Los Angeles County on 04/12/2017. The registrant(s) has (have) commenced to transact business under the fictitious business name or names listed above on N/A. NOTICE- This Fictitious Name Statement expires five years from the date it was filed in the office of the County Clerk. A new Fictitious Business Name Statement must be filed prior to that date. The filing of this statement does not of itself authorize the use in this state of a Fictitious Business Name in violation of the rights of another under Federal, State, or common law (See section 14411 et. seq. Business and Professions Code). xyxy=(462,845,675,1001)
notice-columns xyxy=(8,71,1352,2539)
notice-body: The following person(s) is (are) doing business as: WATER & MORE, 1051 S. GARFIELD AVE., ALHAMBRA, CA 91801. Full name of registrant(s) is (are) CAROL A. CHAN, 1051 S. GARFIELD AVE., ALHAMBRA, CA 91801. This Business is conducted by: AN INDIVIDUAL. Signed: CAROL A. CHAN. This statement was filed with the County Clerk of Los Angeles County on 04/12/2017. The registrant(s) has (have) commenced to transact business under the fictitious business name or names listed above on N/A. NOTICE- This Fictitious Name Statement expires five years from the date it was filed in the office of the County Clerk. A new Fictitious Business Name Statement must be filed prior to that date. The filing of this statement does not of itself authorize the use in this state of a Fictitious Business Name in violation of the rights of another under Federal, State, or common law (See section 14411 et. seq. Business and Professions Code). xyxy=(462,271,675,427)
notice-heading: FICTITIOUS BUSINESS NAME STATEMENT File No. 2017-0 xyxy=(910,453,1123,463)
notice-heading: FICTITIOUS BUSINESS NAME STATEMENT File No. 2017-0 xyxy=(1134,644,1347,654)
legal-notice xyxy=(462,1409,675,1594)
notice-heading: FICTITIOUS BUSINESS NAME STATEMENT File No. 2017-0 xyxy=(462,1792,675,1801)
notice-publication: Publish: Mountain Views News xyxy=(686,1574,789,1584)
legal-notice xyxy=(1134,1218,1347,1402)
notice-heading: FICTITIOUS BUSINESS NAME STATEMENT File No. 2017-0 xyxy=(910,835,1123,845)
footer xyxy=(0,2546,1360,2571)
notice-dates: Dates Pub: April 15, 22, 29, May 06, 2017 xyxy=(8,1869,146,1879)
notice-body: The following person(s) is (are) doing business as: WATER & MORE, 1051 S. GARFIELD AVE., ALHAMBRA, CA 91801. Full name of registrant(s) is (are) CAROL A. CHAN, 1051 S. GARFIELD AVE., ALHAMBRA, CA 91801. This Business is conducted by: AN INDIVIDUAL. Signed: CAROL A. CHAN. This statement was filed with the County Clerk of Los Angeles County on 04/12/2017. The registrant(s) has (have) commenced to transact business under the fictitious business name or names listed above on N/A. NOTICE- This Fictitious Name Statement expires five years from the date it was filed in the office of the County Clerk. A new Fictitious Business Name Statement must be filed prior to that date. The filing of this statement does not of itself authorize the use in this state of a Fictitious Business Name in violation of the rights of another under Federal, State, or common law (See section 14411 et. seq. Business and Professions Code). xyxy=(910,463,1123,618)
legal-notice xyxy=(1134,71,1347,256)
notice-publication: Publish: Mountain Views News xyxy=(1134,1765,1237,1774)
notice-heading: FICTITIOUS BUSINESS NAME STATEMENT File No. 2017-0 xyxy=(1134,453,1347,463)
section-title: LEGAL NOTICES xyxy=(454,6,1352,64)
notice-dates: Dates Pub: April 15, 22, 29, May 06, 2017 xyxy=(686,1202,824,1211)
notice-dates: Dates Pub: April 15, 22, 29, May 06, 2017 xyxy=(462,245,600,255)
legal-notice xyxy=(462,1027,675,1211)
notice-heading: FICTITIOUS BUSINESS NAME STATEMENT File No. 2017-0 xyxy=(8,434,227,443)
notice-heading: FICTITIOUS BUSINESS NAME STATEMENT File No. 2017-0 xyxy=(686,1027,899,1036)
notice-heading: FICTITIOUS BUSINESS NAME STATEMENT File No. 2017-0 xyxy=(8,615,227,625)
notice-publication: Publish: Mountain Views News xyxy=(238,1383,341,1393)
legal-notice xyxy=(686,1409,899,1594)
legal-notice xyxy=(910,1792,1123,1976)
legal-notice xyxy=(238,1027,451,1211)
notice-publication: Publish: Mountain Views News xyxy=(238,1574,341,1584)
notice-body: The following person(s) is (are) doing business as: WATER & MORE, 1051 S. GARFIELD AVE., ALHAMBRA, CA 91801. Full name of registrant(s) is (are) CAROL A. CHAN, 1051 S. GARFIELD AVE., ALHAMBRA, CA 91801. This Business is conducted by: AN INDIVIDUAL. Signed: CAROL A. CHAN. This statement was filed with the County Clerk of Los Angeles County on 04/12/2017. The registrant(s) has (have) commenced to transact business under the fictitious business name or names listed above on N/A. NOTICE- This Fictitious Name Statement expires five years from the date it was filed in the office of the County Clerk. A new Fictitious Business Name Statement must be filed prior to that date. The filing of this statement does not of itself authorize the use in this state of a Fictitious Business Name in violation of the rights of another under Federal, State, or common law (See section 14411 et. seq. Business and Professions Code). xyxy=(686,654,899,809)
notice-body: The following person(s) is (are) doing business as: WATER & MORE, 1051 S. GARFIELD AVE., ALHAMBRA, CA 91801. Full name of registrant(s) is (are) CAROL A. CHAN, 1051 S. GARFIELD AVE., ALHAMBRA, CA 91801. This Business is conducted by: AN INDIVIDUAL. Signed: CAROL A. CHAN. This statement was filed with the County Clerk of Los Angeles County on 04/12/2017. The registrant(s) has (have) commenced to transact business under the fictitious business name or names listed above on N/A. NOTICE- This Fictitious Name Statement expires five years from the date it was filed in the office of the County Clerk. A new Fictitious Business Name Statement must be filed prior to that date. The filing of this statement does not of itself authorize the use in this state of a Fictitious Business Name in violation of the rights of another under Federal, State, or common law (See section 14411 et. seq. Business and Professions Code). xyxy=(8,1350,227,1496)
notice-dates: Dates Pub: April 15, 22, 29, May 06, 2017 xyxy=(8,780,146,790)
notice-publication: Publish: Mountain Views News xyxy=(8,1496,111,1506)
notice-body: The following person(s) is (are) doing business as: WATER & MORE, 1051 S. GARFIELD AVE., ALHAMBRA, CA 91801. Full name of registrant(s) is (are) CAROL A. CHAN, 1051 S. GARFIELD AVE., ALHAMBRA, CA 91801. This Business is conducted by: AN INDIVIDUAL. Signed: CAROL A. CHAN. This statement was filed with the County Clerk of Los Angeles County on 04/12/2017. The registrant(s) has (have) commenced to transact business under the fictitious business name or names listed above on N/A. NOTICE- This Fictitious Name Statement expires five years from the date it was filed in the office of the County Clerk. A new Fictitious Business Name Statement must be filed prior to that date. The filing of this statement does not of itself authorize the use in this state of a Fictitious Business Name in violation of the rights of another under Federal, State, or common law (See section 14411 et. seq. Business and Professions Code). xyxy=(238,271,451,427)
notice-dates: Dates Pub: April 15, 22, 29, May 06, 2017 xyxy=(238,1393,376,1402)
notice-heading: FICTITIOUS BUSINESS NAME STATEMENT File No. 2017-0 xyxy=(686,262,899,271)
legal-notice xyxy=(1134,454,1347,638)
legal-notice xyxy=(462,263,675,447)
notice-dates: Dates Pub: April 15, 22, 29, May 06, 2017 xyxy=(8,417,146,427)
notice-publication: Publish: Mountain Views News xyxy=(462,618,565,628)
notice-heading: FICTITIOUS BUSINESS NAME STATEMENT File No. 2017-0 xyxy=(686,835,899,845)
notice-dates: Dates Pub: April 15, 22, 29, May 06, 2017 xyxy=(910,1966,1048,1975)
notice-dates: Dates Pub: April 15, 22, 29, May 06, 2017 xyxy=(8,236,146,245)
notice-body: The following person(s) is (are) doing business as: WATER & MORE, 1051 S. GARFIELD AVE., ALHAMBRA, CA 91801. Full name of registrant(s) is (are) CAROL A. CHAN, 1051 S. GARFIELD AVE., ALHAMBRA, CA 91801. This Business is conducted by: AN INDIVIDUAL. Signed: CAROL A. CHAN. This statement was filed with the County Clerk of Los Angeles County on 04/12/2017. The registrant(s) has (have) commenced to transact business under the fictitious business name or names listed above on N/A. NOTICE- This Fictitious Name Statement expires five years from the date it was filed in the office of the County Clerk. A new Fictitious Business Name Statement must be filed prior to that date. The filing of this statement does not of itself authorize the use in this state of a Fictitious Business Name in violation of the rights of another under Federal, State, or common law (See section 14411 et. seq. Business and Professions Code). xyxy=(462,654,675,809)
dateline: Mountain Views-News Saturday, April 29, 2017 xyxy=(8,48,313,64)
notice-heading: FICTITIOUS BUSINESS NAME STATEMENT File No. 2017-0 xyxy=(8,1160,227,1170)
notice-publication: Publish: Mountain Views News xyxy=(1134,427,1237,437)
notice-heading: FICTITIOUS BUSINESS NAME STATEMENT File No. 2017-0 xyxy=(238,835,451,845)
legal-notice xyxy=(8,253,227,428)
legal-notice xyxy=(238,71,451,256)
notice-body: The following person(s) is (are) doing business as: WATER & MORE, 1051 S. GARFIELD AVE., ALHAMBRA, CA 91801. Full name of registrant(s) is (are) CAROL A. CHAN, 1051 S. GARFIELD AVE., ALHAMBRA, CA 91801. This Business is conducted by: AN INDIVIDUAL. Signed: CAROL A. CHAN. This statement was filed with the County Clerk of Los Angeles County on 04/12/2017. The registrant(s) has (have) commenced to transact business under the fictitious business name or names listed above on N/A. NOTICE- This Fictitious Name Statement expires five years from the date it was filed in the office of the County Clerk. A new Fictitious Business Name Statement must be filed prior to that date. The filing of this statement does not of itself authorize the use in this state of a Fictitious Business Name in violation of the rights of another under Federal, State, or common law (See section 14411 et. seq. Business and Professions Code). xyxy=(910,845,1123,1001)
notice-body: The following person(s) is (are) doing business as: WATER & MORE, 1051 S. GARFIELD AVE., ALHAMBRA, CA 91801. Full name of registrant(s) is (are) CAROL A. CHAN, 1051 S. GARFIELD AVE., ALHAMBRA, CA 91801. This Business is conducted by: AN INDIVIDUAL. Signed: CAROL A. CHAN. This statement was filed with the County Clerk of Los Angeles County on 04/12/2017. The registrant(s) has (have) commenced to transact business under the fictitious business name or names listed above on N/A. NOTICE- This Fictitious Name Statement expires five years from the date it was filed in the office of the County Clerk. A new Fictitious Business Name Statement must be filed prior to that date. The filing of this statement does not of itself authorize the use in this state of a Fictitious Business Name in violation of the rights of another under Federal, State, or common law (See section 14411 et. seq. Business and Professions Code). xyxy=(1134,81,1347,236)
notice-body: The following person(s) is (are) doing business as: WATER & MORE, 1051 S. GARFIELD AVE., ALHAMBRA, CA 91801. Full name of registrant(s) is (are) CAROL A. CHAN, 1051 S. GARFIELD AVE., ALHAMBRA, CA 91801. This Business is conducted by: AN INDIVIDUAL. Signed: CAROL A. CHAN. This statement was filed with the County Clerk of Los Angeles County on 04/12/2017. The registrant(s) has (have) commenced to transact business under the fictitious business name or names listed above on N/A. NOTICE- This Fictitious Name Statement expires five years from the date it was filed in the office of the County Clerk. A new Fictitious Business Name Statement must be filed prior to that date. The filing of this statement does not of itself authorize the use in this state of a Fictitious Business Name in violation of the rights of another under Federal, State, or common law (See section 14411 et. seq. Business and Professions Code). xyxy=(686,1419,899,1573)
column xyxy=(8,71,232,2539)
notice-heading: FICTITIOUS BUSINESS NAME STATEMENT File No. 2017-0 xyxy=(1134,1409,1347,1419)
notice-dates: Dates Pub: April 15, 22, 29, May 06, 2017 xyxy=(910,1202,1048,1211)
notice-heading: FICTITIOUS BUSINESS NAME STATEMENT File No. 2017-0 xyxy=(8,1704,227,1713)
notice-dates: Dates Pub: April 15, 22, 29, May 06, 2017 xyxy=(1134,1010,1272,1020)
